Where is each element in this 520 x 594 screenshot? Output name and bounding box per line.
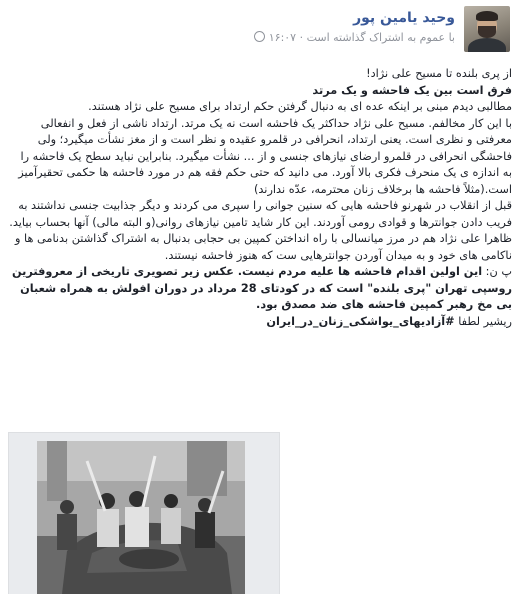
- post-header: [0, 0, 520, 60]
- author-name[interactable]: وحید یامین پور: [353, 10, 455, 26]
- share-line: [8, 314, 512, 331]
- post-ps: [8, 264, 512, 314]
- post-paragraph: مطالبی دیدم مبنی بر اینکه عده ای به دنبال گرفتن حکم ارتداد برای مسیح علی نژاد هستند.: [88, 100, 512, 113]
- ps-text: این اولین اقدام فاحشه ها علیه مردم نیست. عکس زیر تصویری تاریخی از معروفترین روسپی تهران "پری بلنده" است که در کودتای 28 مرداد در دوران افولش به همراه شعبان بی مخ رهبر کمپین فاحشه های ضد مصدق بود.: [11, 265, 512, 311]
- post-meta: [251, 31, 455, 44]
- post-paragraph: قبل از انقلاب در شهرنو فاحشه هایی که سنین جوانی را سپری می کردند و دیگر جذابیت جنسی نداشتند به فریب دادن جوانترها و قوادی رومی آوردند. این کار شاید تامین نیازهای روانی(و البته مالی) آنها بحساب بیاید. ظاهرا علی نژاد هم در مرز میانسالی با راه انداختن کمپین بی حجابی بدنبال به اشتراک گذاشتن بدنامی ها و ناکامی های خود و به میدان آوردن جوانترهایی ست که هنوز فاحشه نیستند.: [9, 199, 512, 262]
- share-prefix: ریشیر لطفا: [458, 314, 512, 328]
- post-paragraph: با این کار مخالفم. مسیح علی نژاد حداکثر یک فاحشه است نه یک مرتد. ارتداد ناشی از فعل و انفعالی معرفتی و نظری است. یعنی ارتداد، انحرافی در قلمرو عقیده و نظر است و از مغز نشأت میگیرد؛ ولی فاحشگی انحرافی در قلمرو ارضای نیازهای جنسی و از ... نشأت میگیرد. بنابراین نباید سطح یک فاحشه را به اندازه ی یک منحرف فکری بالا آورد. می دانید که حتی حکم فقه هم در مورد فاحشه ها حکمی تحقیرآمیز است.(مثلاً فاحشه ها برخلاف زنان محترمه، عدّه ندارند): [18, 116, 512, 196]
- globe-icon[interactable]: [254, 31, 265, 42]
- hashtag-link[interactable]: #آزادیهای_یواشکی_زنان_در_ایران: [266, 314, 455, 328]
- post-timestamp[interactable]: با عموم به اشتراک گذاشته است · ۱۶:۰۷: [268, 31, 455, 44]
- post-body: [8, 66, 512, 330]
- post-title: از پری بلنده تا مسیح علی نژاد!: [366, 67, 512, 80]
- historical-photo[interactable]: [37, 441, 245, 594]
- post-photo-frame[interactable]: [8, 432, 280, 594]
- ps-label: پ ن:: [485, 265, 512, 278]
- author-avatar[interactable]: [464, 6, 510, 52]
- photo-illustration: [37, 441, 245, 594]
- post-subtitle: فرق است بین یک فاحشه و یک مرتد: [312, 83, 512, 97]
